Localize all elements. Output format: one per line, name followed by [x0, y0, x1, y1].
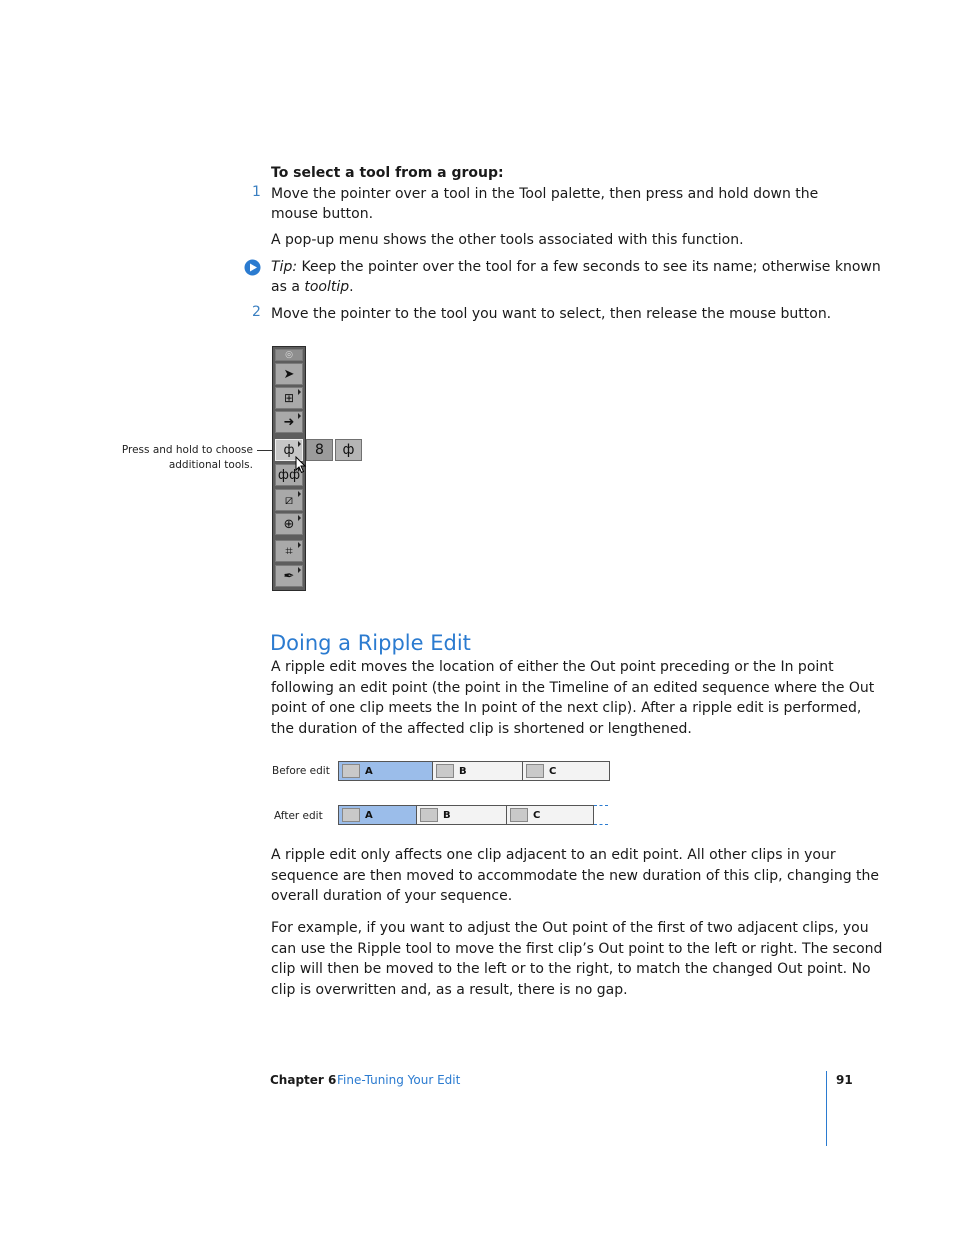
- paragraph-3-line: can use the Ripple tool to move the first clip’s Out point to the left or right. The second: [271, 940, 883, 957]
- before-edit-label: Before edit: [272, 765, 330, 777]
- clip-b-before: [433, 762, 523, 780]
- paragraph-3: [271, 918, 882, 1000]
- pen-nib-icon: ✒: [283, 568, 295, 584]
- pen-tool[interactable]: [275, 565, 303, 587]
- edit-selection-tool[interactable]: [275, 387, 303, 409]
- palette-close-icon: ◎: [285, 350, 293, 360]
- zoom-tool[interactable]: [275, 513, 303, 535]
- mouse-pointer-icon: [295, 456, 307, 474]
- roll-tool-icon: ф: [283, 442, 295, 458]
- submenu-arrow-icon: [298, 441, 301, 447]
- step-2-number: 2: [252, 304, 261, 320]
- section-title: Doing a Ripple Edit: [270, 631, 471, 655]
- clip-a-before: [339, 762, 433, 780]
- submenu-arrow-icon: [298, 567, 301, 573]
- clip-label: A: [365, 810, 373, 821]
- step-2-text: Move the pointer to the tool you want to select, then release the mouse button.: [271, 306, 832, 322]
- step-1-line-1: Move the pointer over a tool in the Tool palette, then press and hold down the: [271, 186, 819, 202]
- page-number: 91: [836, 1073, 853, 1087]
- clip-c-before: [523, 762, 609, 780]
- shortened-gap-indicator: [594, 805, 608, 825]
- before-edit-track: [338, 761, 610, 781]
- clip-thumbnail: [342, 808, 360, 822]
- track-forward-tool[interactable]: [275, 411, 303, 433]
- paragraph-1-line: following an edit point (the point in the Timeline of an edited sequence where the Out: [271, 679, 875, 696]
- callout-line-1: Press and hold to choose: [121, 444, 253, 456]
- edit-selection-icon: ⊞: [283, 391, 295, 405]
- razor-tool[interactable]: [275, 489, 303, 511]
- paragraph-1: [271, 657, 874, 739]
- submenu-arrow-icon: [298, 515, 301, 521]
- clip-label: A: [365, 766, 373, 777]
- paragraph-2-line: overall duration of your sequence.: [271, 888, 513, 904]
- clip-a-after: [339, 806, 417, 824]
- palette-title-bar[interactable]: [275, 349, 303, 361]
- clip-label: C: [533, 810, 541, 821]
- procedure-heading: To select a tool from a group:: [271, 165, 504, 181]
- submenu-arrow-icon: [298, 389, 301, 395]
- paragraph-1-line: point of one clip meets the In point of the next clip). After a ripple edit is performed,: [271, 700, 862, 716]
- callout-text: [110, 443, 253, 473]
- step-1-line-2: mouse button.: [271, 206, 374, 222]
- clip-c-after: [507, 806, 593, 824]
- after-edit-label: After edit: [274, 810, 323, 822]
- footer-chapter-title[interactable]: Fine-Tuning Your Edit: [337, 1073, 461, 1087]
- paragraph-3-line: clip will then be moved to the left or to the right, to match the changed Out point. No: [271, 961, 871, 977]
- clip-thumbnail: [342, 764, 360, 778]
- clip-thumbnail: [436, 764, 454, 778]
- paragraph-2-line: A ripple edit only affects one clip adjacent to an edit point. All other clips in your: [271, 847, 836, 863]
- step-1-number: 1: [252, 184, 261, 200]
- step-1-result: A pop-up menu shows the other tools associated with this function.: [271, 232, 744, 248]
- paragraph-3-line: For example, if you want to adjust the Out point of the first of two adjacent clips, you: [271, 920, 869, 936]
- clip-label: B: [459, 766, 467, 777]
- clip-thumbnail: [526, 764, 544, 778]
- submenu-arrow-icon: [298, 413, 301, 419]
- popup-roll-tool[interactable]: [335, 439, 362, 461]
- tip-line-2-prefix: as a: [271, 279, 305, 295]
- paragraph-3-line: clip is overwritten and, as a result, there is no gap.: [271, 981, 628, 998]
- clip-thumbnail: [510, 808, 528, 822]
- tip-line-2-suffix: .: [349, 279, 354, 295]
- magnifier-icon: ⊕: [283, 516, 295, 532]
- after-edit-track: [338, 805, 594, 825]
- paragraph-1-line: the duration of the affected clip is shortened or lengthened.: [271, 720, 692, 737]
- crop-icon: ⌗: [285, 543, 293, 559]
- slip-tool-icon: фф: [277, 467, 301, 483]
- razor-blade-icon: ⧄: [284, 492, 294, 508]
- footer-chapter-number: Chapter 6: [270, 1073, 337, 1087]
- submenu-arrow-icon: [298, 542, 301, 548]
- tip-line-1: [271, 257, 881, 278]
- submenu-arrow-icon: [298, 491, 301, 497]
- crop-tool[interactable]: [275, 540, 303, 562]
- clip-label: B: [443, 810, 451, 821]
- popup-ripple-tool[interactable]: [306, 439, 333, 461]
- clip-b-after: [417, 806, 507, 824]
- clip-label: C: [549, 766, 557, 777]
- roll-tool-icon: ф: [342, 442, 355, 458]
- paragraph-1-line: A ripple edit moves the location of either the Out point preceding or the In point: [271, 659, 834, 675]
- ripple-tool-icon: 8: [315, 442, 324, 458]
- callout-line-2: additional tools.: [168, 459, 253, 471]
- tip-label: Tip:: [271, 259, 298, 275]
- tip-text: Keep the pointer over the tool for a few seconds to see its name; otherwise known: [297, 259, 881, 275]
- paragraph-2-line: sequence are then moved to accommodate the new duration of this clip, changing the: [271, 867, 880, 884]
- footer-rule: [826, 1071, 827, 1146]
- tip-play-icon: [244, 259, 261, 276]
- selection-tool[interactable]: [275, 363, 303, 385]
- arrow-pointer-icon: ➤: [283, 366, 295, 382]
- tip-tooltip-term: tooltip: [304, 279, 350, 295]
- tip-line-2: [271, 277, 354, 298]
- clip-thumbnail: [420, 808, 438, 822]
- track-forward-icon: ➜: [283, 414, 295, 430]
- paragraph-2: [271, 845, 879, 907]
